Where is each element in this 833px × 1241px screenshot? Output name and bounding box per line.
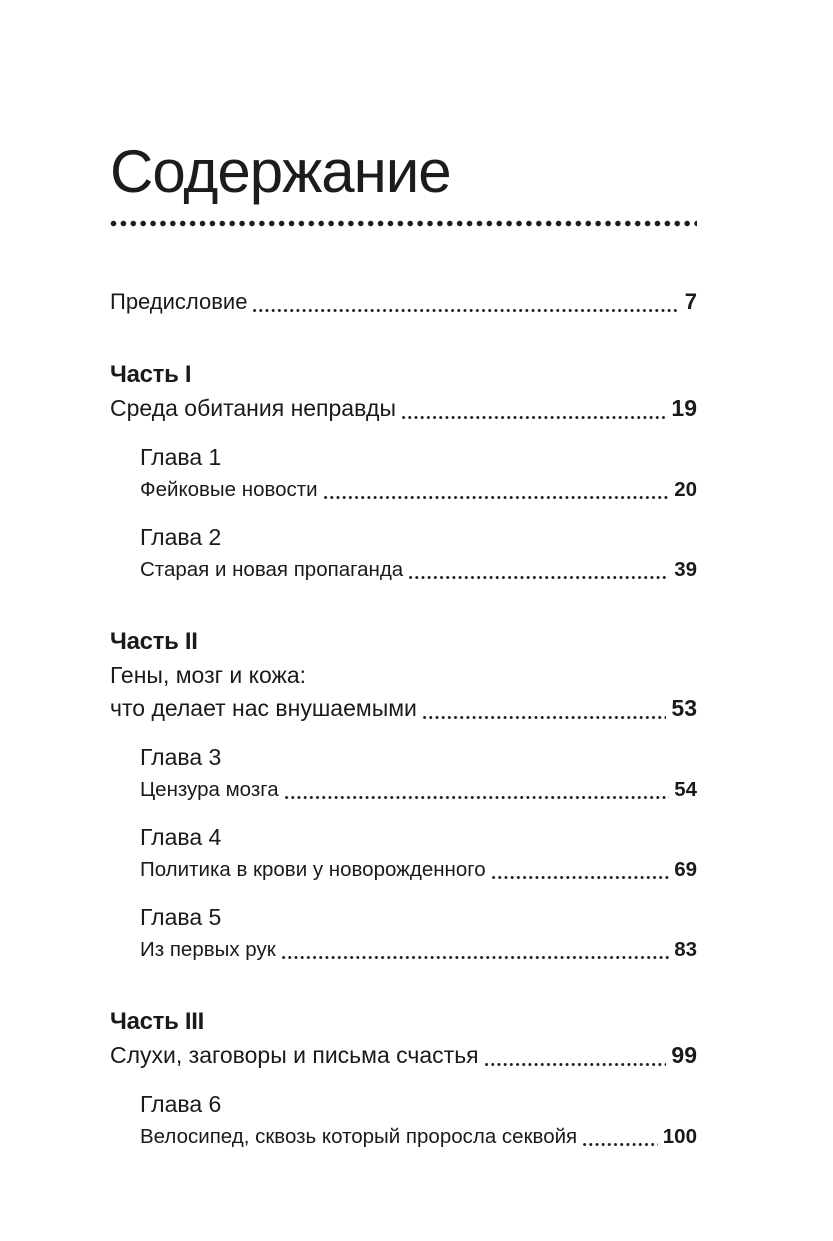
toc-chapter-5 xyxy=(140,895,697,965)
page-number: 7 xyxy=(684,289,697,314)
dot-leader xyxy=(492,876,669,879)
toc-chapter-3 xyxy=(140,735,697,805)
toc-entry-chapter-title xyxy=(140,554,697,585)
part-heading: Часть I xyxy=(110,361,192,388)
entry-label: Велосипед, сквозь который проросла секвойя xyxy=(140,1125,578,1148)
entry-label: Среда обитания неправды xyxy=(110,395,397,421)
dot-leader xyxy=(583,1143,658,1146)
chapter-heading: Глава 6 xyxy=(140,1091,222,1117)
entry-label: Предисловие xyxy=(110,289,248,314)
toc-chapter-1 xyxy=(140,435,697,505)
toc-chapter-2 xyxy=(140,515,697,585)
toc-part-1 xyxy=(110,358,697,585)
chapter-heading: Глава 3 xyxy=(140,744,222,770)
toc-chapter-6 xyxy=(140,1082,697,1152)
page-number: 20 xyxy=(674,478,697,501)
page-number: 54 xyxy=(674,778,697,801)
toc-entry-preface xyxy=(110,286,697,318)
page-number: 83 xyxy=(674,938,697,961)
toc-entry-chapter-title xyxy=(140,774,697,805)
entry-label: Из первых рук xyxy=(140,938,276,961)
entry-label: что делает нас внушаемыми xyxy=(110,695,417,721)
dot-leader xyxy=(409,576,669,579)
page-number: 19 xyxy=(671,395,697,421)
page-number: 69 xyxy=(674,858,697,881)
chapter-heading: Глава 1 xyxy=(140,444,222,470)
toc-chapter-4 xyxy=(140,815,697,885)
toc-entry-chapter-title xyxy=(140,934,697,965)
chapter-heading: Глава 5 xyxy=(140,904,222,930)
toc-entry-part-title xyxy=(110,392,697,425)
entry-label: Политика в крови у новорожденного xyxy=(140,858,486,881)
chapter-heading: Глава 4 xyxy=(140,824,222,850)
page-number: 100 xyxy=(662,1125,697,1148)
page-number: 53 xyxy=(671,695,697,721)
entry-label: Старая и новая пропаганда xyxy=(140,558,404,581)
part-heading: Часть II xyxy=(110,628,198,655)
page-number: 39 xyxy=(674,558,697,581)
toc-part-3 xyxy=(110,1005,697,1152)
entry-label: Фейковые новости xyxy=(140,478,318,501)
entry-label: Слухи, заговоры и письма счастья xyxy=(110,1042,479,1068)
toc-entry-chapter-title xyxy=(140,1121,697,1152)
dot-leader xyxy=(402,416,666,419)
dot-leader xyxy=(423,716,667,719)
toc-entry-part-title xyxy=(110,1039,697,1072)
dotted-divider xyxy=(110,219,697,228)
page-title: Содержание xyxy=(110,138,451,205)
toc-part-2 xyxy=(110,625,697,965)
dot-leader xyxy=(485,1063,667,1066)
dot-leader xyxy=(324,496,670,499)
part-heading: Часть III xyxy=(110,1008,205,1035)
dot-leader xyxy=(285,796,670,799)
entry-label: Цензура мозга xyxy=(140,778,279,801)
chapter-heading: Глава 2 xyxy=(140,524,222,550)
toc-entry-part-title xyxy=(110,692,697,725)
toc-entry-chapter-title xyxy=(140,854,697,885)
dot-leader xyxy=(282,956,669,959)
toc-entry-chapter-title xyxy=(140,474,697,505)
page-number: 99 xyxy=(671,1042,697,1068)
dot-leader xyxy=(253,309,679,312)
part-title-prefix: Гены, мозг и кожа: xyxy=(110,662,307,688)
